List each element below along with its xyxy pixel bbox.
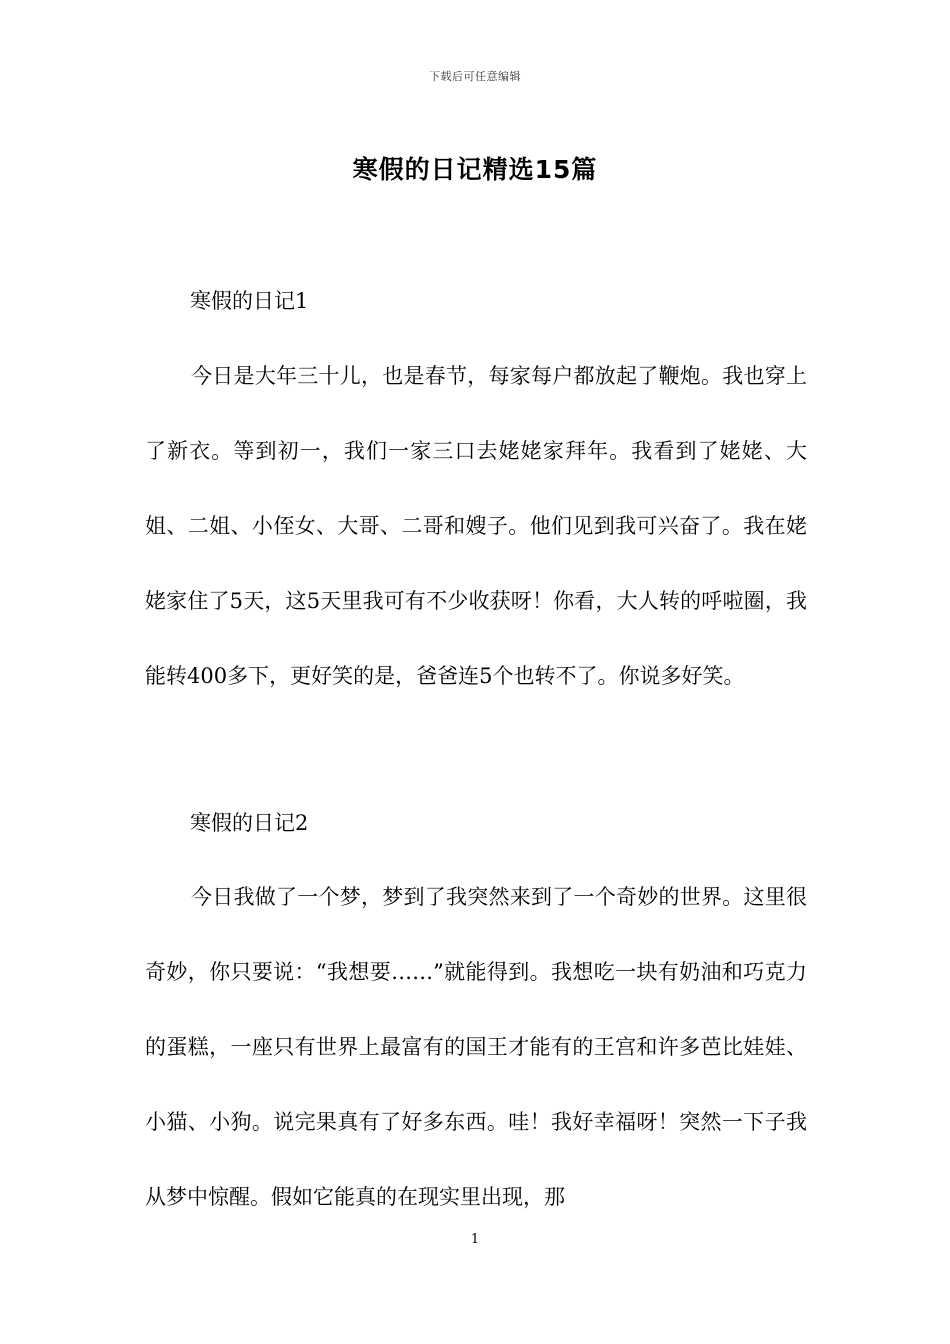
page-header-note: 下载后可任意编辑 [429, 70, 521, 83]
document-title: 寒假的日记精选15篇 [352, 155, 598, 184]
section-heading-1: 寒假的日记1 [190, 289, 309, 313]
section-paragraph-2: 今日我做了一个梦，梦到了我突然来到了一个奇妙的世界。这里很奇妙，你只要说：“我想要……”就能得到。我想吃一块有奶油和巧克力的蛋糕，一座只有世界上最富有的国王才能有的王宫和许多芭比娃娃、小猫、小狗。说完果真有了好多东西。哇！我好幸福呀！突然一下子我从梦中惊醒。假如它能真的在现实里出现，那 [145, 885, 807, 1209]
section-paragraph-1: 今日是大年三十儿，也是春节，每家每户都放起了鞭炮。我也穿上了新衣。等到初一，我们一家三口去姥姥家拜年。我看到了姥姥、大姐、二姐、小侄女、大哥、二哥和嫂子。他们见到我可兴奋了。我在姥姥家住了5天，这5天里我可有不少收获呀！你看，大人转的呼啦圈，我能转400多下，更好笑的是，爸爸连5个也转不了。你说多好笑。 [145, 364, 807, 688]
page-number: 1 [470, 1232, 480, 1247]
section-heading-2: 寒假的日记2 [190, 811, 309, 835]
